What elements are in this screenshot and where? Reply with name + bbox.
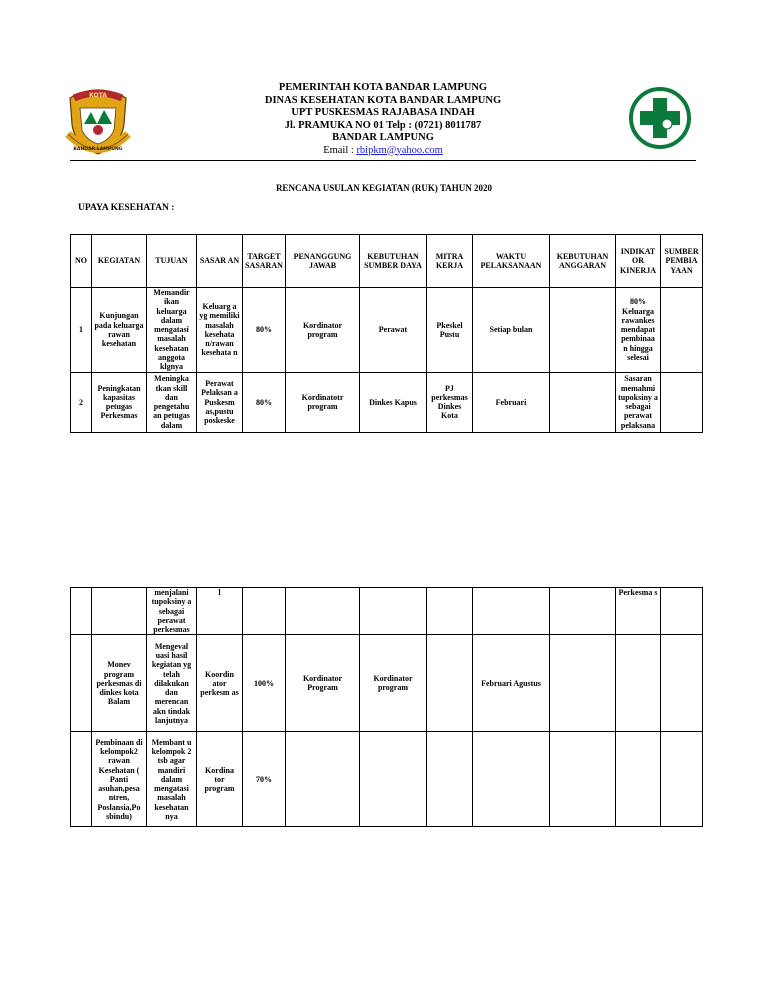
table-cell: Kordinatotr program xyxy=(286,372,360,432)
header-cell: KEGIATAN xyxy=(92,235,147,288)
letterhead xyxy=(160,82,606,157)
table-cell: Kunjungan pada keluarga rawan kesehatan xyxy=(92,288,147,373)
table-cell: l xyxy=(197,588,243,635)
table-cell: Membant u kelompok 2 tsb agar mandiri dalam mengatasi masalah kesehatan nya xyxy=(147,732,197,827)
table-cell xyxy=(360,588,427,635)
document-title: RENCANA USULAN KEGIATAN (RUK) TAHUN 2020 xyxy=(275,183,493,193)
table-cell: Setiap bulan xyxy=(473,288,550,373)
table-cell xyxy=(616,732,661,827)
table-cell xyxy=(661,588,703,635)
email-label: Email : xyxy=(323,144,357,156)
table-cell: Keluarg a yg memiliki masalah kesehata n/rawan kesehata n xyxy=(197,288,243,373)
table-cell: Perawat Pelaksan a Puskesm as,pustu poskeske xyxy=(197,372,243,432)
table-cell: Februari xyxy=(473,372,550,432)
header-cell: MITRA KERJA xyxy=(427,235,473,288)
letterhead-line-4: Jl. PRAMUKA NO 01 Telp : (0721) 8011787 xyxy=(284,119,482,131)
table-cell xyxy=(661,635,703,732)
table-cell xyxy=(243,588,286,635)
table-cell: Mengeval uasi hasil kegiatan yg telah dilakukan dan merencan akn tindak lanjutnya xyxy=(147,635,197,732)
table-cell xyxy=(427,732,473,827)
letterhead-line-1: PEMERINTAH KOTA BANDAR LAMPUNG xyxy=(278,82,488,93)
table-row xyxy=(71,732,703,827)
table-cell: Koordin ator perkesm as xyxy=(197,635,243,732)
table-cell: Perkesma s xyxy=(616,588,661,635)
table-cell xyxy=(71,732,92,827)
logo-text-top: KOTA xyxy=(89,92,107,99)
table-cell: Kordinator Program xyxy=(286,635,360,732)
table-cell: Pkeskel Pustu xyxy=(427,288,473,373)
header-cell: TUJUAN xyxy=(147,235,197,288)
table-cell xyxy=(550,372,616,432)
table-row xyxy=(71,635,703,732)
table-cell xyxy=(661,732,703,827)
table-cell: Februari Agustus xyxy=(473,635,550,732)
table-cell: 70% xyxy=(243,732,286,827)
header-cell: KEBUTUHAN ANGGARAN xyxy=(550,235,616,288)
table-cell: 80% xyxy=(243,288,286,373)
table-cell: 80% xyxy=(243,372,286,432)
table-cell xyxy=(550,732,616,827)
header-cell: KEBUTUHAN SUMBER DAYA xyxy=(360,235,427,288)
letterhead-line-3: UPT PUSKESMAS RAJABASA INDAH xyxy=(291,107,475,118)
table-cell: Meningka tkan skill dan pengetahu an petugas dalam xyxy=(147,372,197,432)
table-cell: PJ perkesmas Dinkes Kota xyxy=(427,372,473,432)
puskesmas-logo xyxy=(626,86,694,150)
table-cell xyxy=(616,635,661,732)
header-cell: SUMBER PEMBIA YAAN xyxy=(661,235,703,288)
header-cell: NO xyxy=(71,235,92,288)
table-cell xyxy=(427,588,473,635)
header-cell: PENANGGUNG JAWAB xyxy=(286,235,360,288)
table-cell: 1 xyxy=(71,288,92,373)
table-cell xyxy=(550,588,616,635)
table-cell: Perawat xyxy=(360,288,427,373)
table-cell: Peningkatan kapasitas petugas Perkesmas xyxy=(92,372,147,432)
table-cell: Kordinator program xyxy=(360,635,427,732)
kota-bandar-lampung-logo xyxy=(64,84,132,158)
table-row xyxy=(71,372,703,432)
table-cell: 80% Keluarga rawankes mendapat pembinaa n hingga selesai xyxy=(616,288,661,373)
header-cell: SASAR AN xyxy=(197,235,243,288)
table-cell: 100% xyxy=(243,635,286,732)
table-cell xyxy=(550,635,616,732)
table-cell xyxy=(473,588,550,635)
table-cell: 2 xyxy=(71,372,92,432)
header-cell: INDIKAT OR KINERJA xyxy=(616,235,661,288)
email-link[interactable]: rbipkm@yahoo.com xyxy=(356,144,443,156)
section-heading: UPAYA KESEHATAN : xyxy=(78,203,175,213)
table-cell: Memandir ikan keluarga dalam mengatasi masalah kesehatan anggota klgnya xyxy=(147,288,197,373)
table-cell: Kordinator program xyxy=(286,288,360,373)
table-row xyxy=(71,288,703,373)
logo-text-bottom: BANDAR LAMPUNG xyxy=(73,147,123,152)
table-header-row xyxy=(71,235,703,288)
header-cell: WAKTU PELAKSANAAN xyxy=(473,235,550,288)
table-cell: Dinkes Kapus xyxy=(360,372,427,432)
table-cell xyxy=(473,732,550,827)
table-cell: Sasaran memahmi tupoksiny a sebagai perawat pelaksana xyxy=(616,372,661,432)
header-divider xyxy=(70,160,696,161)
table-cell: Kordina tor program xyxy=(197,732,243,827)
table-cell xyxy=(71,635,92,732)
ruk-table-part-2 xyxy=(70,587,703,827)
table-cell: Pembinaan di kelompok2 rawan Kesehatan ( Panti asuhan,pesa ntren, Poslansia,Po sbindu) xyxy=(92,732,147,827)
table-cell xyxy=(427,635,473,732)
table-cell xyxy=(71,588,92,635)
table-cell xyxy=(360,732,427,827)
table-cell xyxy=(550,288,616,373)
letterhead-line-2: DINAS KESEHATAN KOTA BANDAR LAMPUNG xyxy=(264,94,502,106)
table-cell: menjalani tupoksiny a sebagai perawat perkesmas xyxy=(147,588,197,635)
table-row xyxy=(71,588,703,635)
header-cell: TARGET SASARAN xyxy=(243,235,286,288)
table-cell xyxy=(661,288,703,373)
letterhead-line-5: BANDAR LAMPUNG xyxy=(332,132,434,143)
table-cell xyxy=(92,588,147,635)
table-cell xyxy=(286,588,360,635)
table-cell: Monev program perkesmas di dinkes kota Balam xyxy=(92,635,147,732)
email-line xyxy=(160,145,606,158)
table-cell xyxy=(286,732,360,827)
table-cell xyxy=(661,372,703,432)
ruk-table-part-1 xyxy=(70,234,703,433)
